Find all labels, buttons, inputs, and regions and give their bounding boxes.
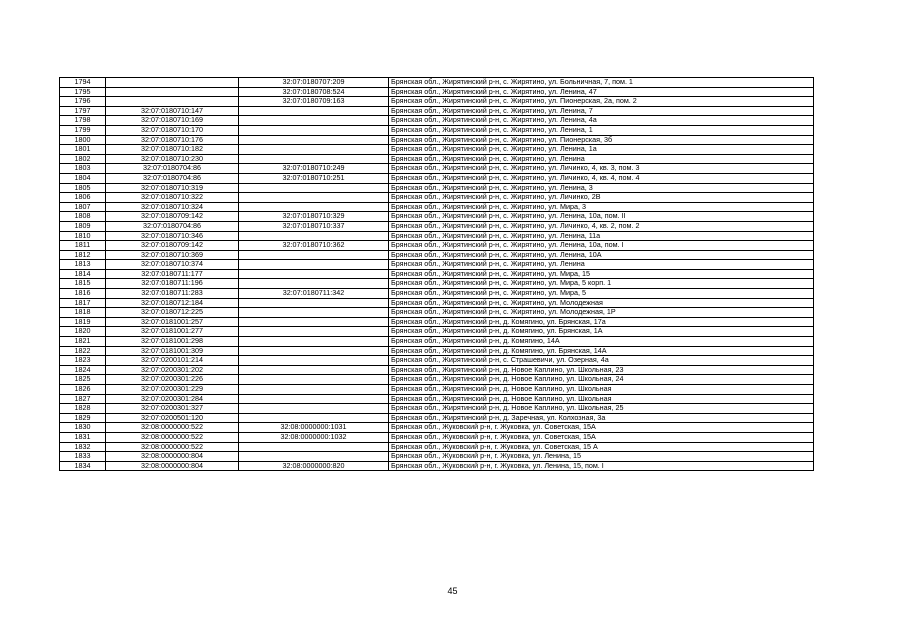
land-parcel-number-cell: 32:07:0200301:226 bbox=[106, 375, 239, 385]
land-parcel-number-cell: 32:08:0000000:522 bbox=[106, 432, 239, 442]
row-number-cell: 1817 bbox=[60, 298, 106, 308]
object-number-cell: 32:07:0180709:163 bbox=[239, 97, 389, 107]
address-cell: Брянская обл., Жирятинский р-н, с. Жирятино, ул. Ленина, 1а bbox=[389, 145, 814, 155]
address-cell: Брянская обл., Жирятинский р-н, д. Новое Каплино, ул. Школьная bbox=[389, 394, 814, 404]
object-number-cell bbox=[239, 298, 389, 308]
object-number-cell: 32:07:0180711:342 bbox=[239, 289, 389, 299]
address-cell: Брянская обл., Жирятинский р-н, с. Жирятино, ул. Ленина bbox=[389, 154, 814, 164]
object-number-cell: 32:07:0180708:524 bbox=[239, 87, 389, 97]
object-number-cell: 32:08:0000000:1031 bbox=[239, 423, 389, 433]
table-row bbox=[60, 337, 814, 347]
object-number-cell bbox=[239, 125, 389, 135]
land-parcel-number-cell: 32:07:0180710:176 bbox=[106, 135, 239, 145]
table-row bbox=[60, 241, 814, 251]
table-row bbox=[60, 375, 814, 385]
land-parcel-number-cell: 32:07:0200301:202 bbox=[106, 365, 239, 375]
object-number-cell: 32:07:0180710:362 bbox=[239, 241, 389, 251]
row-number-cell: 1814 bbox=[60, 269, 106, 279]
object-number-cell bbox=[239, 183, 389, 193]
land-parcel-number-cell: 32:07:0180709:142 bbox=[106, 241, 239, 251]
address-cell: Брянская обл., Жирятинский р-н, с. Жирятино, ул. Личинко, 4, кв. 3, пом. 3 bbox=[389, 164, 814, 174]
row-number-cell: 1826 bbox=[60, 385, 106, 395]
object-number-cell bbox=[239, 260, 389, 270]
land-parcel-number-cell: 32:07:0180711:177 bbox=[106, 269, 239, 279]
address-cell: Брянская обл., Жирятинский р-н, д. Комягино, ул. Брянская, 14А bbox=[389, 346, 814, 356]
address-cell: Брянская обл., Жирятинский р-н, с. Жирятино, ул. Личинко, 2В bbox=[389, 193, 814, 203]
address-cell: Брянская обл., Жирятинский р-н, с. Жирятино, ул. Ленина, 3 bbox=[389, 183, 814, 193]
address-cell: Брянская обл., Жирятинский р-н, д. Комягино, ул. Брянская, 1А bbox=[389, 327, 814, 337]
table-row bbox=[60, 365, 814, 375]
address-cell: Брянская обл., Жирятинский р-н, с. Жирятино, ул. Ленина, 10а, пом. II bbox=[389, 212, 814, 222]
row-number-cell: 1810 bbox=[60, 231, 106, 241]
row-number-cell: 1825 bbox=[60, 375, 106, 385]
table-row bbox=[60, 394, 814, 404]
land-parcel-number-cell: 32:07:0200501:120 bbox=[106, 413, 239, 423]
land-parcel-number-cell bbox=[106, 87, 239, 97]
object-number-cell: 32:08:0000000:820 bbox=[239, 461, 389, 471]
table-row bbox=[60, 298, 814, 308]
address-cell: Брянская обл., Жирятинский р-н, с. Жирятино, ул. Ленина, 4а bbox=[389, 116, 814, 126]
row-number-cell: 1827 bbox=[60, 394, 106, 404]
address-cell: Брянская обл., Жирятинский р-н, с. Жирятино, ул. Мира, 5 корп. 1 bbox=[389, 279, 814, 289]
table-row bbox=[60, 87, 814, 97]
row-number-cell: 1824 bbox=[60, 365, 106, 375]
object-number-cell bbox=[239, 308, 389, 318]
address-cell: Брянская обл., Жирятинский р-н, с. Жирятино, ул. Ленина bbox=[389, 260, 814, 270]
land-parcel-number-cell: 32:07:0200301:327 bbox=[106, 404, 239, 414]
object-number-cell bbox=[239, 269, 389, 279]
address-cell: Брянская обл., Жуковский р-н, г. Жуковка, ул. Советская, 15А bbox=[389, 432, 814, 442]
object-number-cell: 32:07:0180707:209 bbox=[239, 78, 389, 88]
object-number-cell bbox=[239, 452, 389, 462]
table-row bbox=[60, 221, 814, 231]
table-row bbox=[60, 404, 814, 414]
table-row bbox=[60, 164, 814, 174]
page-number: 45 bbox=[447, 586, 458, 596]
land-parcel-number-cell: 32:07:0180709:142 bbox=[106, 212, 239, 222]
address-cell: Брянская обл., Жирятинский р-н, с. Жирятино, ул. Ленина, 10а, пом. I bbox=[389, 241, 814, 251]
address-cell: Брянская обл., Жирятинский р-н, с. Жирятино, ул. Мира, 3 bbox=[389, 202, 814, 212]
address-cell: Брянская обл., Жирятинский р-н, с. Жирятино, ул. Молодежная, 1Р bbox=[389, 308, 814, 318]
table-row bbox=[60, 385, 814, 395]
address-cell: Брянская обл., Жирятинский р-н, д. Новое Каплино, ул. Школьная, 25 bbox=[389, 404, 814, 414]
table-row bbox=[60, 106, 814, 116]
row-number-cell: 1816 bbox=[60, 289, 106, 299]
row-number-cell: 1832 bbox=[60, 442, 106, 452]
address-cell: Брянская обл., Жирятинский р-н, с. Жирятино, ул. Ленина, 1 bbox=[389, 125, 814, 135]
land-parcel-number-cell: 32:07:0180710:346 bbox=[106, 231, 239, 241]
table-row bbox=[60, 423, 814, 433]
address-cell: Брянская обл., Жирятинский р-н, с. Жирятино, ул. Ленина, 7 bbox=[389, 106, 814, 116]
object-number-cell bbox=[239, 404, 389, 414]
land-parcel-number-cell: 32:07:0180710:230 bbox=[106, 154, 239, 164]
object-number-cell bbox=[239, 385, 389, 395]
table-row bbox=[60, 154, 814, 164]
object-number-cell bbox=[239, 250, 389, 260]
object-number-cell bbox=[239, 346, 389, 356]
land-parcel-number-cell: 32:07:0180712:184 bbox=[106, 298, 239, 308]
object-number-cell bbox=[239, 202, 389, 212]
land-parcel-number-cell: 32:07:0180710:147 bbox=[106, 106, 239, 116]
table-row bbox=[60, 317, 814, 327]
register-table-body bbox=[60, 78, 814, 471]
land-parcel-number-cell bbox=[106, 97, 239, 107]
land-parcel-number-cell: 32:08:0000000:522 bbox=[106, 423, 239, 433]
row-number-cell: 1823 bbox=[60, 356, 106, 366]
row-number-cell: 1833 bbox=[60, 452, 106, 462]
land-parcel-number-cell: 32:07:0180710:374 bbox=[106, 260, 239, 270]
row-number-cell: 1796 bbox=[60, 97, 106, 107]
row-number-cell: 1798 bbox=[60, 116, 106, 126]
land-parcel-number-cell: 32:07:0180704:86 bbox=[106, 164, 239, 174]
table-row bbox=[60, 145, 814, 155]
object-number-cell bbox=[239, 106, 389, 116]
address-cell: Брянская обл., Жирятинский р-н, с. Жирятино, ул. Ленина, 10А bbox=[389, 250, 814, 260]
address-cell: Брянская обл., Жирятинский р-н, с. Страшевичи, ул. Озерная, 4а bbox=[389, 356, 814, 366]
row-number-cell: 1797 bbox=[60, 106, 106, 116]
row-number-cell: 1800 bbox=[60, 135, 106, 145]
land-parcel-number-cell: 32:07:0180710:182 bbox=[106, 145, 239, 155]
table-row bbox=[60, 346, 814, 356]
table-row bbox=[60, 327, 814, 337]
address-cell: Брянская обл., Жирятинский р-н, с. Жирятино, ул. Ленина, 47 bbox=[389, 87, 814, 97]
land-parcel-number-cell: 32:08:0000000:522 bbox=[106, 442, 239, 452]
land-parcel-number-cell: 32:07:0180710:369 bbox=[106, 250, 239, 260]
row-number-cell: 1812 bbox=[60, 250, 106, 260]
object-number-cell: 32:07:0180710:337 bbox=[239, 221, 389, 231]
address-cell: Брянская обл., Жирятинский р-н, с. Жирятино, ул. Мира, 15 bbox=[389, 269, 814, 279]
table-row bbox=[60, 279, 814, 289]
object-number-cell: 32:07:0180710:329 bbox=[239, 212, 389, 222]
object-number-cell: 32:07:0180710:249 bbox=[239, 164, 389, 174]
address-cell: Брянская обл., Жирятинский р-н, с. Жирятино, ул. Молодежная bbox=[389, 298, 814, 308]
table-row bbox=[60, 97, 814, 107]
object-number-cell bbox=[239, 231, 389, 241]
row-number-cell: 1829 bbox=[60, 413, 106, 423]
land-parcel-number-cell: 32:07:0180712:225 bbox=[106, 308, 239, 318]
table-row bbox=[60, 116, 814, 126]
object-number-cell bbox=[239, 375, 389, 385]
table-row bbox=[60, 442, 814, 452]
land-parcel-number-cell: 32:07:0200301:284 bbox=[106, 394, 239, 404]
table-row bbox=[60, 308, 814, 318]
object-number-cell bbox=[239, 394, 389, 404]
address-cell: Брянская обл., Жирятинский р-н, д. Заречная, ул. Колхозная, 3а bbox=[389, 413, 814, 423]
table-row bbox=[60, 461, 814, 471]
table-row bbox=[60, 289, 814, 299]
address-cell: Брянская обл., Жуковский р-н, г. Жуковка, ул. Ленина, 15 bbox=[389, 452, 814, 462]
land-parcel-number-cell: 32:07:0181001:309 bbox=[106, 346, 239, 356]
table-row bbox=[60, 135, 814, 145]
cadastral-register-table bbox=[59, 77, 814, 471]
row-number-cell: 1830 bbox=[60, 423, 106, 433]
table-row bbox=[60, 250, 814, 260]
object-number-cell bbox=[239, 413, 389, 423]
table-row bbox=[60, 269, 814, 279]
row-number-cell: 1808 bbox=[60, 212, 106, 222]
table-row bbox=[60, 183, 814, 193]
address-cell: Брянская обл., Жирятинский р-н, д. Комягино, ул. Брянская, 17а bbox=[389, 317, 814, 327]
row-number-cell: 1822 bbox=[60, 346, 106, 356]
row-number-cell: 1828 bbox=[60, 404, 106, 414]
row-number-cell: 1801 bbox=[60, 145, 106, 155]
object-number-cell bbox=[239, 356, 389, 366]
table-row bbox=[60, 173, 814, 183]
land-parcel-number-cell: 32:07:0180710:322 bbox=[106, 193, 239, 203]
table-row bbox=[60, 413, 814, 423]
row-number-cell: 1799 bbox=[60, 125, 106, 135]
object-number-cell bbox=[239, 145, 389, 155]
table-row bbox=[60, 260, 814, 270]
land-parcel-number-cell: 32:07:0181001:257 bbox=[106, 317, 239, 327]
object-number-cell: 32:07:0180710:251 bbox=[239, 173, 389, 183]
object-number-cell bbox=[239, 442, 389, 452]
object-number-cell bbox=[239, 135, 389, 145]
object-number-cell bbox=[239, 365, 389, 375]
table-row bbox=[60, 356, 814, 366]
object-number-cell: 32:08:0000000:1032 bbox=[239, 432, 389, 442]
address-cell: Брянская обл., Жирятинский р-н, с. Жирятино, ул. Личинко, 4, кв. 4, пом. 4 bbox=[389, 173, 814, 183]
table-row bbox=[60, 212, 814, 222]
row-number-cell: 1819 bbox=[60, 317, 106, 327]
table-row bbox=[60, 125, 814, 135]
object-number-cell bbox=[239, 193, 389, 203]
row-number-cell: 1809 bbox=[60, 221, 106, 231]
land-parcel-number-cell: 32:07:0180704:86 bbox=[106, 173, 239, 183]
row-number-cell: 1811 bbox=[60, 241, 106, 251]
table-row bbox=[60, 202, 814, 212]
row-number-cell: 1803 bbox=[60, 164, 106, 174]
address-cell: Брянская обл., Жирятинский р-н, д. Новое Каплино, ул. Школьная bbox=[389, 385, 814, 395]
row-number-cell: 1806 bbox=[60, 193, 106, 203]
address-cell: Брянская обл., Жирятинский р-н, с. Жирятино, ул. Личинко, 4, кв. 2, пом. 2 bbox=[389, 221, 814, 231]
address-cell: Брянская обл., Жирятинский р-н, с. Жирятино, ул. Пионерская, 2а, пом. 2 bbox=[389, 97, 814, 107]
land-parcel-number-cell: 32:07:0180704:86 bbox=[106, 221, 239, 231]
object-number-cell bbox=[239, 154, 389, 164]
address-cell: Брянская обл., Жирятинский р-н, с. Жирятино, ул. Мира, 5 bbox=[389, 289, 814, 299]
row-number-cell: 1834 bbox=[60, 461, 106, 471]
row-number-cell: 1831 bbox=[60, 432, 106, 442]
table-row bbox=[60, 193, 814, 203]
land-parcel-number-cell: 32:07:0180710:319 bbox=[106, 183, 239, 193]
land-parcel-number-cell bbox=[106, 78, 239, 88]
land-parcel-number-cell: 32:07:0181001:298 bbox=[106, 337, 239, 347]
object-number-cell bbox=[239, 327, 389, 337]
address-cell: Брянская обл., Жуковский р-н, г. Жуковка, ул. Советская, 15А bbox=[389, 423, 814, 433]
address-cell: Брянская обл., Жирятинский р-н, с. Жирятино, ул. Ленина, 11а bbox=[389, 231, 814, 241]
object-number-cell bbox=[239, 317, 389, 327]
row-number-cell: 1818 bbox=[60, 308, 106, 318]
address-cell: Брянская обл., Жирятинский р-н, д. Новое Каплино, ул. Школьная, 24 bbox=[389, 375, 814, 385]
table-row bbox=[60, 452, 814, 462]
land-parcel-number-cell: 32:07:0180711:196 bbox=[106, 279, 239, 289]
address-cell: Брянская обл., Жуковский р-н, г. Жуковка, ул. Ленина, 15, пом. I bbox=[389, 461, 814, 471]
row-number-cell: 1807 bbox=[60, 202, 106, 212]
land-parcel-number-cell: 32:07:0200301:229 bbox=[106, 385, 239, 395]
address-cell: Брянская обл., Жирятинский р-н, с. Жирятино, ул. Больничная, 7, пом. 1 bbox=[389, 78, 814, 88]
address-cell: Брянская обл., Жирятинский р-н, д. Комягино, 14А bbox=[389, 337, 814, 347]
row-number-cell: 1804 bbox=[60, 173, 106, 183]
object-number-cell bbox=[239, 279, 389, 289]
land-parcel-number-cell: 32:08:0000000:804 bbox=[106, 452, 239, 462]
table-row bbox=[60, 78, 814, 88]
row-number-cell: 1805 bbox=[60, 183, 106, 193]
row-number-cell: 1794 bbox=[60, 78, 106, 88]
address-cell: Брянская обл., Жирятинский р-н, с. Жирятино, ул. Пионерская, 3б bbox=[389, 135, 814, 145]
address-cell: Брянская обл., Жирятинский р-н, д. Новое Каплино, ул. Школьная, 23 bbox=[389, 365, 814, 375]
row-number-cell: 1813 bbox=[60, 260, 106, 270]
table-row bbox=[60, 231, 814, 241]
row-number-cell: 1815 bbox=[60, 279, 106, 289]
row-number-cell: 1820 bbox=[60, 327, 106, 337]
address-cell: Брянская обл., Жуковский р-н, г. Жуковка, ул. Советская, 15 А bbox=[389, 442, 814, 452]
object-number-cell bbox=[239, 116, 389, 126]
land-parcel-number-cell: 32:08:0000000:804 bbox=[106, 461, 239, 471]
land-parcel-number-cell: 32:07:0200101:214 bbox=[106, 356, 239, 366]
row-number-cell: 1802 bbox=[60, 154, 106, 164]
land-parcel-number-cell: 32:07:0180710:169 bbox=[106, 116, 239, 126]
object-number-cell bbox=[239, 337, 389, 347]
land-parcel-number-cell: 32:07:0180710:170 bbox=[106, 125, 239, 135]
table-row bbox=[60, 432, 814, 442]
land-parcel-number-cell: 32:07:0181001:277 bbox=[106, 327, 239, 337]
row-number-cell: 1821 bbox=[60, 337, 106, 347]
land-parcel-number-cell: 32:07:0180711:283 bbox=[106, 289, 239, 299]
land-parcel-number-cell: 32:07:0180710:324 bbox=[106, 202, 239, 212]
row-number-cell: 1795 bbox=[60, 87, 106, 97]
